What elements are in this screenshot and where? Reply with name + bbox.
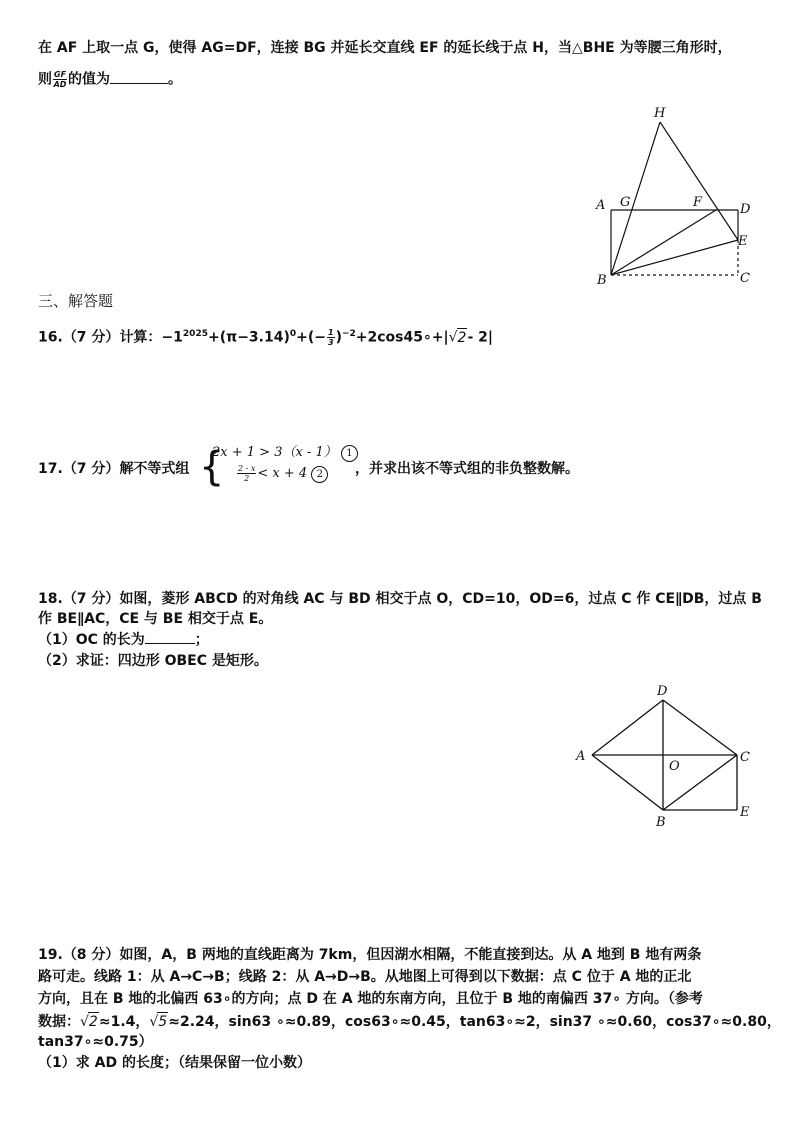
q16-number: 16. [38, 329, 63, 346]
q19-line4-a: 数据： [38, 1014, 80, 1030]
q19-score: （8 分） [62, 947, 120, 963]
q15-label-F: F [693, 195, 703, 210]
q15-prefix: 则 [38, 71, 52, 88]
q17-ineq2-rest: < x + 4 [257, 466, 308, 481]
q19-line2: 路可走。线路 1：从 A→C→B；线路 2：从 A→D→B。从地图上可得到以下数据：点 C 位于 A 地的正北 [38, 969, 692, 985]
q16-score: （7 分） [62, 329, 120, 346]
q18-part1-end: ； [194, 632, 209, 648]
q15-label-B: B [597, 273, 607, 288]
q16-expr6: - 2| [467, 329, 493, 346]
q18-score: （7 分） [62, 591, 120, 607]
q18-label-A: A [576, 749, 586, 764]
q18-figure [572, 680, 762, 830]
q16-line: 16.（7 分）计算：$-1^{2025}+(\pi-3.14)^0+(-$ $\frac{1}{3}$ )$^{-2}$+2cos45∘+|√2- 2| [38, 328, 493, 348]
q19-line1 [38, 946, 701, 964]
q18-line1-text: 如图，菱形 ABCD 的对角线 AC 与 BD 相交于点 O，CD=10，OD=6，过点 C 作 CE∥DB，过点 B [119, 591, 762, 607]
q19-line4-b: ≈1.4， [98, 1014, 150, 1030]
q16-exp1: 2025 [182, 329, 208, 339]
q18-part1-prefix: （1）OC 的长为 [38, 632, 145, 648]
q17-score: （7 分） [62, 461, 120, 477]
q17-brace: { [199, 444, 225, 490]
q15-label-E: E [738, 234, 748, 249]
q19-line5: tan37∘≈0.75） [38, 1034, 153, 1050]
q15-label-G: G [620, 195, 631, 210]
q16-expr3: +(− [296, 329, 326, 346]
q17-ineq1 [212, 444, 358, 462]
q18-line1 [38, 590, 762, 608]
q18-part1 [38, 631, 209, 649]
q16-prompt: 计算： [119, 329, 162, 346]
q15-fraction: $\frac{GF}{AD}$ [53, 70, 67, 89]
q19-line4: 数据：√2≈1.4，√5≈2.24，sin63 ∘≈0.89，cos63∘≈0.45，tan63∘≈2，sin37 ∘≈0.60，cos37∘≈0.80， [38, 1014, 781, 1030]
q16-expr5: +2cos45∘+| [355, 329, 449, 346]
q15-line2 [38, 70, 182, 89]
q16-exp4: −2 [341, 329, 356, 339]
q18-line2: 作 BE∥AC，CE 与 BE 相交于点 E。 [38, 611, 273, 627]
q18-label-C: C [740, 750, 750, 765]
q17-prompt: 解不等式组 [119, 461, 190, 477]
q16-expr4: ) [335, 329, 342, 346]
q17-ineq1-text: 2x + 1 > 3（x - 1） [212, 445, 337, 460]
q15-figure [590, 100, 760, 290]
q19-sqrt5: 5 [158, 1014, 168, 1030]
q18-label-B: B [656, 815, 666, 830]
q19-line1-text: 如图，A，B 两地的直线距离为 7km，但因湖水相隔，不能直接到达。从 A 地到 B 地有两条 [119, 947, 702, 963]
q18-part2: （2）求证：四边形 OBEC 是矩形。 [38, 653, 268, 669]
q16-expr2: +(π−3.14) [207, 329, 290, 346]
section-title: 三、解答题 [38, 292, 114, 310]
q15-suffix: 的值为 [68, 71, 111, 88]
q18-label-O: O [669, 759, 680, 774]
q18-number: 18. [38, 591, 63, 607]
q17-suffix: ，并求出该不等式组的非负整数解。 [355, 461, 579, 477]
q15-label-C: C [740, 271, 750, 286]
q15-label-D: D [740, 202, 751, 217]
q19-number: 19. [38, 947, 63, 963]
q17-ineq2 [236, 464, 328, 483]
q18-label-D: D [657, 684, 668, 699]
q15-label-A: A [596, 198, 606, 213]
q17-number: 17. [38, 461, 63, 477]
q17-ineq2-fraction: $\frac{2 - x}{2}$ [238, 464, 256, 483]
q17-number-line [38, 460, 189, 478]
q16-exp2: 0 [289, 329, 297, 339]
q15-answer-blank [110, 71, 168, 84]
q18-answer-blank [145, 631, 195, 644]
q15-label-H: H [654, 106, 666, 121]
q15-end: 。 [168, 71, 183, 88]
q19-part1: （1）求 AD 的长度；（结果保留一位小数） [38, 1055, 311, 1071]
q17-mark2: 2 [311, 466, 328, 483]
q17-mark1: 1 [341, 445, 358, 462]
q19-sqrt2: 2 [88, 1014, 98, 1030]
q16-sqrt: 2 [457, 329, 467, 346]
q16-expr1: −1 [161, 329, 183, 346]
q18-label-E: E [740, 805, 750, 820]
q19-line4-c: ≈2.24，sin63 ∘≈0.89，cos63∘≈0.45，tan63∘≈2，sin37 ∘≈0.60，cos37∘≈0.80， [168, 1014, 781, 1030]
q19-line3: 方向，且在 B 地的北偏西 63∘的方向；点 D 在 A 地的东南方向，且位于 B 地的南偏西 37∘ 方向。（参考 [38, 991, 703, 1007]
q15-line1: 在 AF 上取一点 G，使得 AG=DF，连接 BG 并延长交直线 EF 的延长线于点 H，当△BHE 为等腰三角形时， [38, 40, 732, 56]
q16-fraction: $\frac{1}{3}$ [327, 328, 334, 348]
